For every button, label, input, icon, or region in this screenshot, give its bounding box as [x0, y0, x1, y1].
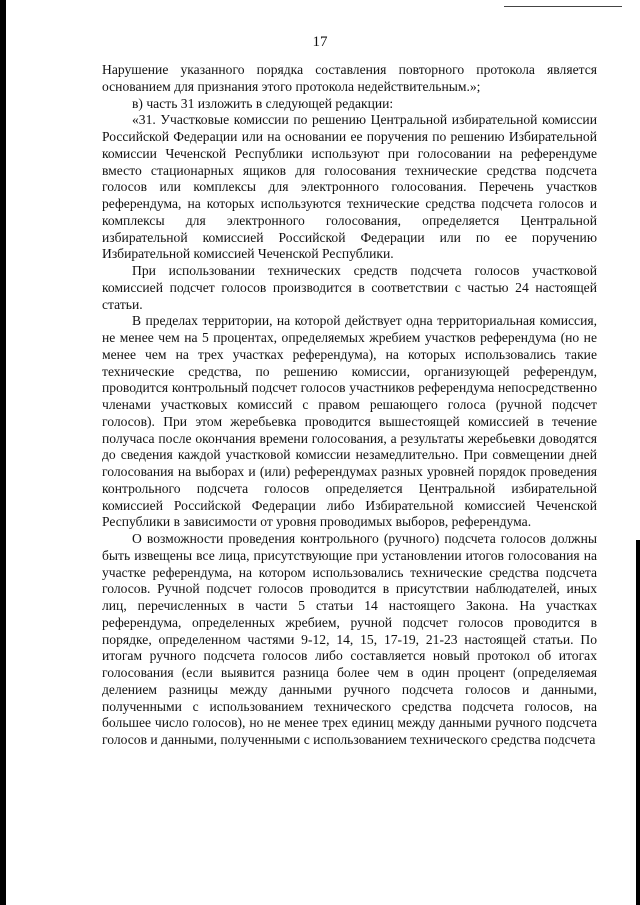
paragraph-3: «31. Участковые комиссии по решению Центральной избирательной комиссии Российской Федерации или на основании ее поручения по решению Избирательной комиссии Чеченской Республики используют при голосовании на референдуме вместо стационарных ящиков для голосования технические средства подсчета голосов или комплексы для электронного голосования. Перечень участков референдума, на которых используются технические средства подсчета голосов и комплексы для электронного голосования, определяется Центральной избирательной комиссией Российской Федерации или по ее поручению Избирательной комиссией Чеченской Республики. [102, 112, 597, 262]
paragraph-4: При использовании технических средств подсчета голосов участковой комиссией подсчет голосов производится в соответствии с частью 24 настоящей статьи. [102, 263, 597, 312]
scan-edge-left [0, 0, 6, 905]
paragraph-6: О возможности проведения контрольного (ручного) подсчета голосов должны быть извещены все лица, присутствующие при установлении итогов голосования на участке референдума, на котором использовались технические средства подсчета голосов. Ручной подсчет голосов проводится в присутствии наблюдателей, иных лиц, перечисленных в части 5 статьи 14 настоящего Закона. На участках референдума, определенных жребием, ручной подсчет голосов проводится в порядке, определенном частями 9-12, 14, 15, 17-19, 21-23 настоящей статьи. По итогам ручного подсчета голосов либо составляется новый протокол об итогах голосования (если выявится разница более чем в один процент (определяемая делением разницы между данными ручного подсчета голосов и данными, полученными с использованием технического средства подсчета голосов, на большее число голосов), но не менее трех единиц между данными ручного подсчета голосов и данными, полученными с использованием технического средства подсчета [102, 531, 597, 747]
paragraph-1: Нарушение указанного порядка составления повторного протокола является основанием для признания этого протокола недействительным.»; [102, 62, 597, 94]
document-body [102, 62, 597, 749]
top-rule [504, 6, 622, 7]
scan-edge-right [636, 540, 640, 905]
page-number: 17 [312, 34, 328, 50]
paragraph-2: в) часть 31 изложить в следующей редакции: [132, 95, 394, 111]
paragraph-5: В пределах территории, на которой действует одна территориальная комиссия, не менее чем на 5 процентах, определяемых жребием участков референдума (но не менее чем на трех участках референдума), на которых использовались такие технические средства, по решению комиссии, организующей референдум, проводится контрольный подсчет голосов участников референдума непосредственно членами участковых комиссий с правом решающего голоса (ручной подсчет голосов). При этом жеребьевка проводится вышестоящей комиссией в течение получаса после окончания времени голосования, а результаты жеребьевки доводятся до сведения каждой участковой комиссии незамедлительно. При совмещении дней голосования на выборах и (или) референдумах разных уровней порядок проведения контрольного подсчета голосов определяется Центральной избирательной комиссией Российской Федерации либо Избирательной комиссией Чеченской Республики в зависимости от уровня проводимых выборов, референдума. [102, 313, 597, 530]
